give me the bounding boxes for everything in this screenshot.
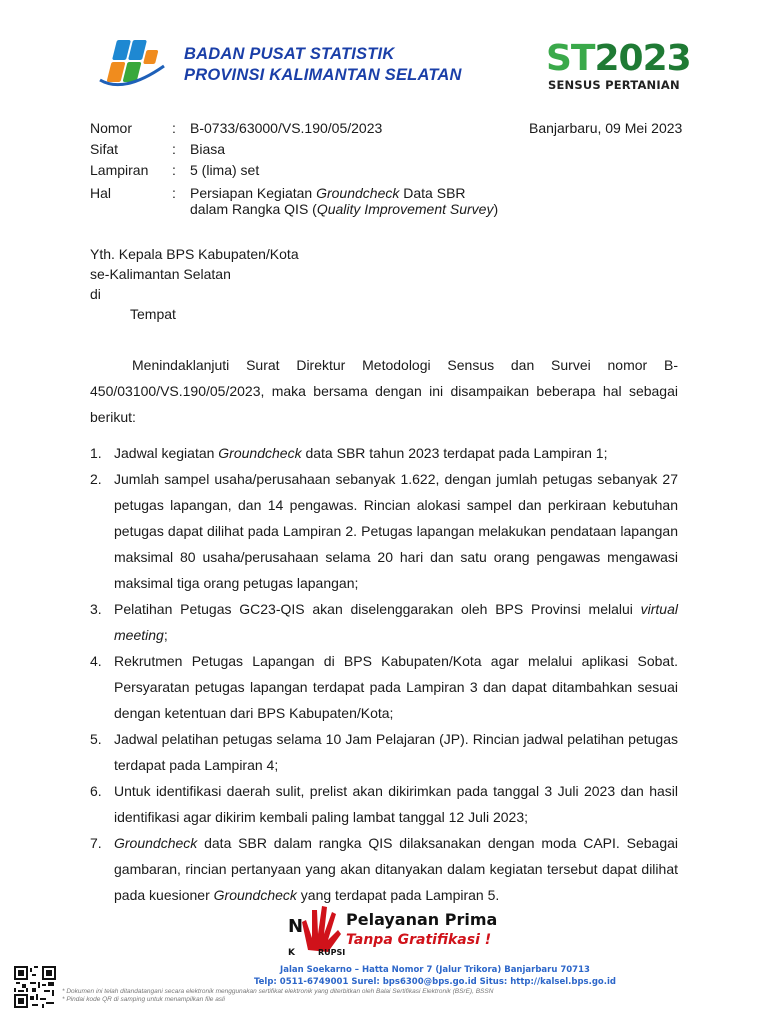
item-text-part: data SBR dalam rangka QIS dilaksanakan dengan moda CAPI. Sebagai gambaran, rincian pertanyaan yang akan ditanyakan dalam kegiatan tersebut dapat dilihat pada kuesioner [114,835,678,903]
hal-text: Persiapan Kegiatan [190,185,317,201]
letter-date: Banjarbaru, 09 Mei 2023 [529,120,683,136]
sifat-label: Sifat [90,141,119,157]
no-korupsi-badge [288,902,508,958]
separator: : [172,120,176,136]
footer-note-signature: * Dokumen ini telah ditandatangani secara elektronik menggunakan sertifikat elektronik yang diterbitkan oleh Balai Sertifikasi Elektronik (BSrE), BSSN [62,988,494,995]
item-text-part: data SBR tahun 2023 terdapat pada Lampiran 1; [301,445,608,461]
separator: : [172,162,176,178]
item-number: 7. [90,835,102,851]
footer-contact-line: Telp: 0511-6749001 Surel: bps6300@bps.go.id Situs: http://kalsel.bps.go.id [253,977,616,987]
organization-name [184,44,462,86]
list-item [90,596,678,648]
hal-text-italic: Quality Improvement Survey [316,201,494,217]
qr-code-icon [14,966,56,1013]
item-text-part: Jadwal kegiatan [114,445,219,461]
item-text-part: ; [163,627,168,643]
addressee-line1: Yth. Kepala BPS Kabupaten/Kota [90,246,299,262]
item-text: Jadwal pelatihan petugas selama 10 Jam Pelajaran (JP). Rincian jadwal pelatihan petugas terdapat pada Lampiran 4; [114,731,678,773]
slogan-title: Pelayanan Prima [346,910,498,929]
lampiran-label: Lampiran [90,162,149,178]
item-text [114,596,678,648]
item-number: 5. [90,731,102,747]
item-text: Rekrutmen Petugas Lapangan di BPS Kabupaten/Kota agar melalui aplikasi Sobat. Persyaratan petugas lapangan terdapat pada Lampiran 3 dan dapat ditambahkan sesuai dengan ketentuan dari BPS Kabupaten/Kota; [114,653,678,721]
hal-text: dalam Rangka QIS ( [190,201,317,217]
footer-notes [62,988,493,1004]
hal-text: Data SBR [399,185,466,201]
letter-meta [90,118,530,217]
sifat-value: Biasa [190,141,226,157]
hal-text: ) [493,201,499,217]
item-text: Jumlah sampel usaha/perusahaan sebanyak 1.622, dengan jumlah petugas sebanyak 27 petugas lapangan, dan 14 pengawas. Rincian alokasi sampel dan perkiraan kebutuhan petugas dapat dilihat pada Lampiran 2. Petugas lapangan melakukan pendataan lapangan maksimal 80 usaha/perusahaan selama 20 hari dan satu orang pengawas mengawasi maksimal tiga orang petugas lapangan; [114,471,678,591]
addressee-line3: di [90,286,101,302]
item-number: 6. [90,783,102,799]
census-logo [546,38,691,94]
footer-contact [170,964,700,988]
svg-text:K: K [288,948,295,958]
separator: : [172,141,176,157]
addressee-line4: Tempat [130,306,176,322]
item-number: 2. [90,471,102,487]
item-text [114,440,678,466]
hal-value [190,183,530,217]
item-text-part: yang terdapat pada Lampiran 5. [296,887,500,903]
item-text-italic: Groundcheck [218,445,302,461]
item-number: 4. [90,653,102,669]
item-text-italic: Groundcheck [114,835,198,851]
meta-row-lampiran [90,160,530,181]
meta-row-nomor [90,118,530,139]
no-korupsi-hand-icon [288,902,346,958]
census-logo-st: ST [546,38,595,79]
separator: : [172,185,176,201]
list-item [90,440,678,466]
list-item [90,648,678,726]
item-text [114,830,678,908]
footer-note-qr: * Pindai kode QR di samping untuk menampilkan file asli [62,996,225,1003]
item-number: 1. [90,445,102,461]
census-subtitle: SENSUS PERTANIAN [548,78,680,92]
meta-row-hal [90,183,530,217]
intro-paragraph: Menindaklanjuti Surat Direktur Metodologi Sensus dan Survei nomor B-450/03100/VS.190/05/2023, maka bersama dengan ini disampaikan beberapa hal sebagai berikut: [90,357,678,425]
hal-label: Hal [90,185,112,201]
census-logo-year: 2023 [594,38,691,79]
slogan-subtitle: Tanpa Gratifikasi ! [346,932,492,948]
svg-text:RUPSI: RUPSI [318,948,346,957]
item-number: 3. [90,601,102,617]
org-name-line1: BADAN PUSAT STATISTIK [184,45,395,63]
item-text-italic: virtual meeting [114,601,678,643]
org-name-line2: PROVINSI KALIMANTAN SELATAN [184,66,462,84]
list-item [90,830,678,908]
nomor-value: B-0733/63000/VS.190/05/2023 [190,120,383,136]
list-item [90,726,678,778]
addressee-line2: se-Kalimantan Selatan [90,266,231,282]
hal-text-italic: Groundcheck [316,185,400,201]
item-text: Untuk identifikasi daerah sulit, prelist akan dikirimkan pada tanggal 3 Juli 2023 dan hasil identifikasi agar dikirim kembali paling lambat tanggal 12 Juli 2023; [114,783,678,825]
item-list [90,440,678,908]
lampiran-value: 5 (lima) set [190,162,260,178]
addressee [90,244,299,324]
list-item [90,778,678,830]
item-text-part: Pelatihan Petugas GC23-QIS akan diselenggarakan oleh BPS Provinsi melalui [114,601,641,617]
nomor-label: Nomor [90,120,133,136]
census-logo-text [546,40,691,78]
item-text-italic: Groundcheck [213,887,297,903]
letter-body [90,352,678,908]
bps-logo-icon [94,36,172,97]
meta-row-sifat [90,139,530,160]
footer-address: Jalan Soekarno – Hatta Nomor 7 (Jalur Trikora) Banjarbaru 70713 [280,965,590,975]
list-item [90,466,678,596]
svg-text:N: N [288,916,304,937]
